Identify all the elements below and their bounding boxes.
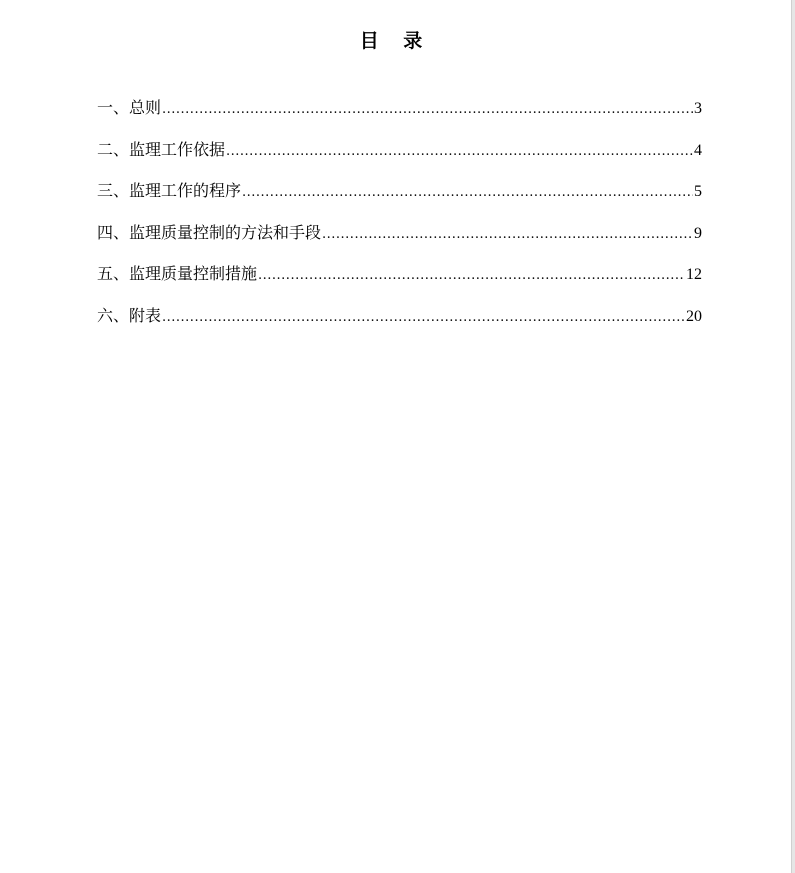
toc-entry[interactable]: [97, 220, 702, 262]
toc-entry[interactable]: [97, 261, 702, 303]
toc-entry[interactable]: [97, 137, 702, 179]
toc-title: 目 录: [359, 30, 432, 52]
toc-entry-label: 四、监理质量控制的方法和手段: [97, 222, 322, 242]
toc-dot-leader: [322, 222, 693, 248]
toc-entry-page-number: 20: [686, 307, 702, 325]
toc-entry-label: 六、附表: [97, 305, 162, 325]
toc-entry-page-number: 4: [694, 141, 702, 159]
page-edge-shadow: [791, 0, 795, 873]
toc-entry-label: 三、监理工作的程序: [97, 181, 242, 201]
toc-dot-leader: [162, 305, 685, 331]
toc-entry[interactable]: [97, 178, 702, 220]
toc-dot-leader: [162, 97, 693, 123]
toc-dot-leader: [242, 180, 693, 206]
toc-entry[interactable]: [97, 95, 702, 137]
toc-list: [97, 95, 702, 345]
toc-entry-page-number: 9: [694, 224, 702, 242]
toc-entry-page-number: 3: [694, 100, 702, 117]
toc-entry-label: 五、监理质量控制措施: [97, 264, 258, 284]
toc-entry-page-number: 5: [694, 183, 702, 201]
toc-entry-label: 一、总则: [97, 98, 162, 117]
toc-entry-label: 二、监理工作依据: [97, 139, 226, 159]
toc-dot-leader: [226, 139, 693, 165]
toc-dot-leader: [258, 263, 685, 289]
toc-entry-page-number: 12: [686, 266, 702, 284]
toc-entry[interactable]: [97, 303, 702, 345]
